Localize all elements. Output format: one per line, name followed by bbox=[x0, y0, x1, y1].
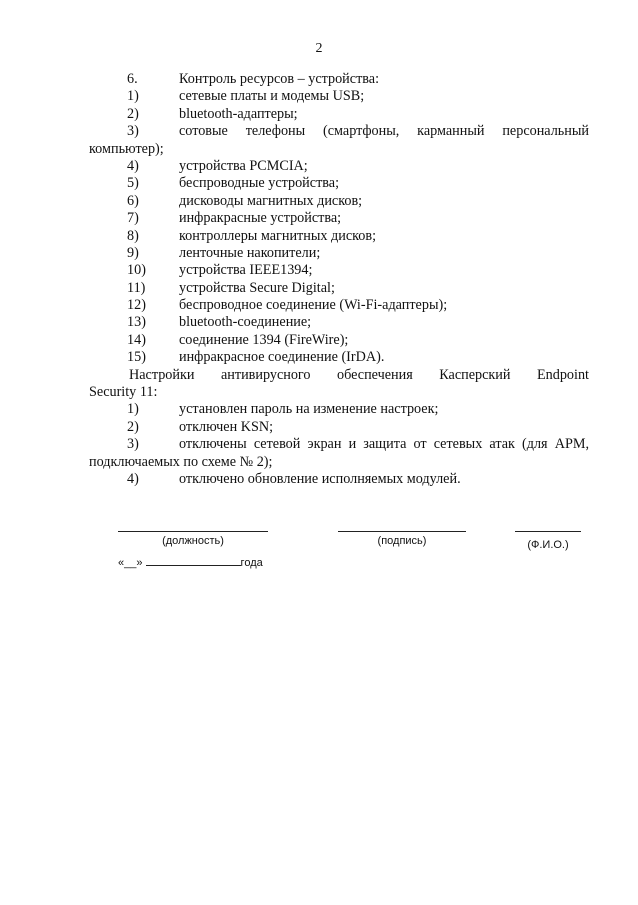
list-item bbox=[89, 332, 589, 349]
list-item-text: отключены сетевой экран и защита от сетевых атак (для АРМ, bbox=[179, 436, 589, 453]
section-title: Контроль ресурсов – устройства: bbox=[179, 71, 380, 87]
list-item bbox=[89, 314, 589, 331]
list-item bbox=[89, 123, 589, 140]
list-item bbox=[89, 419, 589, 436]
list-item-number: 7) bbox=[127, 210, 139, 227]
list-item bbox=[89, 280, 589, 297]
list-item-text: сетевые платы и модемы USB; bbox=[179, 88, 365, 105]
list-item-number: 6) bbox=[127, 192, 139, 209]
position-label: (должность) bbox=[162, 535, 224, 547]
kaspersky-intro bbox=[89, 367, 589, 384]
list-item bbox=[89, 106, 589, 123]
list-item-number: 10) bbox=[127, 262, 146, 279]
name-line bbox=[515, 531, 581, 532]
list-item-number: 3) bbox=[127, 436, 139, 453]
list-item-text: беспроводные устройства; bbox=[179, 175, 340, 192]
list-item-number: 15) bbox=[127, 349, 146, 366]
list-item-text: устройства IEEE1394; bbox=[179, 262, 313, 279]
list-item-number: 12) bbox=[127, 297, 146, 314]
list-item-text: дисководы магнитных дисков; bbox=[179, 192, 363, 209]
date-month-blank bbox=[146, 555, 241, 566]
list-item-continuation: подключаемых по схеме № 2); bbox=[89, 453, 273, 470]
list-item-text: ленточные накопители; bbox=[179, 244, 321, 261]
list-item bbox=[89, 158, 589, 175]
list-item bbox=[89, 245, 589, 262]
list-item-number: 11) bbox=[127, 279, 146, 296]
list-item-number: 13) bbox=[127, 314, 146, 331]
list-item-continuation: компьютер); bbox=[89, 140, 164, 157]
list-item bbox=[89, 210, 589, 227]
list-item-text: контроллеры магнитных дисков; bbox=[179, 227, 377, 244]
list-item bbox=[89, 193, 589, 210]
document-body bbox=[89, 71, 589, 488]
list-item-text: установлен пароль на изменение настроек; bbox=[179, 401, 439, 418]
list-item-text: инфракрасное соединение (IrDA). bbox=[179, 349, 385, 366]
list-item-text: bluetooth-адаптеры; bbox=[179, 105, 298, 122]
list-item-number: 3) bbox=[127, 123, 139, 140]
list-item-number: 4) bbox=[127, 470, 139, 487]
list-item bbox=[89, 436, 589, 453]
list-item-text: отключен KSN; bbox=[179, 418, 274, 435]
list-item bbox=[89, 175, 589, 192]
list-item-number: 4) bbox=[127, 157, 139, 174]
position-line bbox=[118, 531, 268, 532]
date-year-label: года bbox=[240, 557, 263, 569]
list-item-number: 1) bbox=[127, 401, 139, 418]
list-item bbox=[89, 297, 589, 314]
list-item-text: инфракрасные устройства; bbox=[179, 210, 342, 227]
list-item bbox=[89, 349, 589, 366]
date-day: «__» bbox=[118, 557, 143, 569]
signature-label: (подпись) bbox=[377, 535, 427, 547]
signature-line bbox=[338, 531, 466, 532]
list-item-number: 9) bbox=[127, 244, 139, 261]
list-item-number: 8) bbox=[127, 227, 139, 244]
section-heading bbox=[89, 71, 589, 88]
list-item-number: 1) bbox=[127, 88, 139, 105]
list-item-number: 5) bbox=[127, 175, 139, 192]
list-item-text: соединение 1394 (FireWire); bbox=[179, 331, 349, 348]
name-label: (Ф.И.О.) bbox=[527, 539, 569, 551]
list-item-text: устройства PCMCIA; bbox=[179, 157, 308, 174]
list-item bbox=[89, 471, 589, 488]
list-item-text: отключено обновление исполняемых модулей. bbox=[179, 470, 461, 487]
kaspersky-intro-text: Настройки антивирусного обеспечения Касперский Endpoint bbox=[129, 366, 589, 383]
section-number: 6. bbox=[127, 71, 138, 87]
list-item-text: bluetooth-соединение; bbox=[179, 314, 312, 331]
list-item bbox=[89, 88, 589, 105]
page-number: 2 bbox=[315, 41, 323, 56]
list-item-number: 2) bbox=[127, 105, 139, 122]
list-item-text: беспроводное соединение (Wi-Fi-адаптеры); bbox=[179, 297, 448, 314]
list-item-number: 2) bbox=[127, 418, 139, 435]
list-item-number: 14) bbox=[127, 331, 146, 348]
list-item bbox=[89, 228, 589, 245]
list-item bbox=[89, 262, 589, 279]
list-item-text: сотовые телефоны (смартфоны, карманный персональный bbox=[179, 123, 589, 140]
list-item bbox=[89, 401, 589, 418]
kaspersky-intro-continuation: Security 11: bbox=[89, 384, 158, 401]
date-row bbox=[118, 555, 263, 569]
list-item-text: устройства Secure Digital; bbox=[179, 279, 335, 296]
